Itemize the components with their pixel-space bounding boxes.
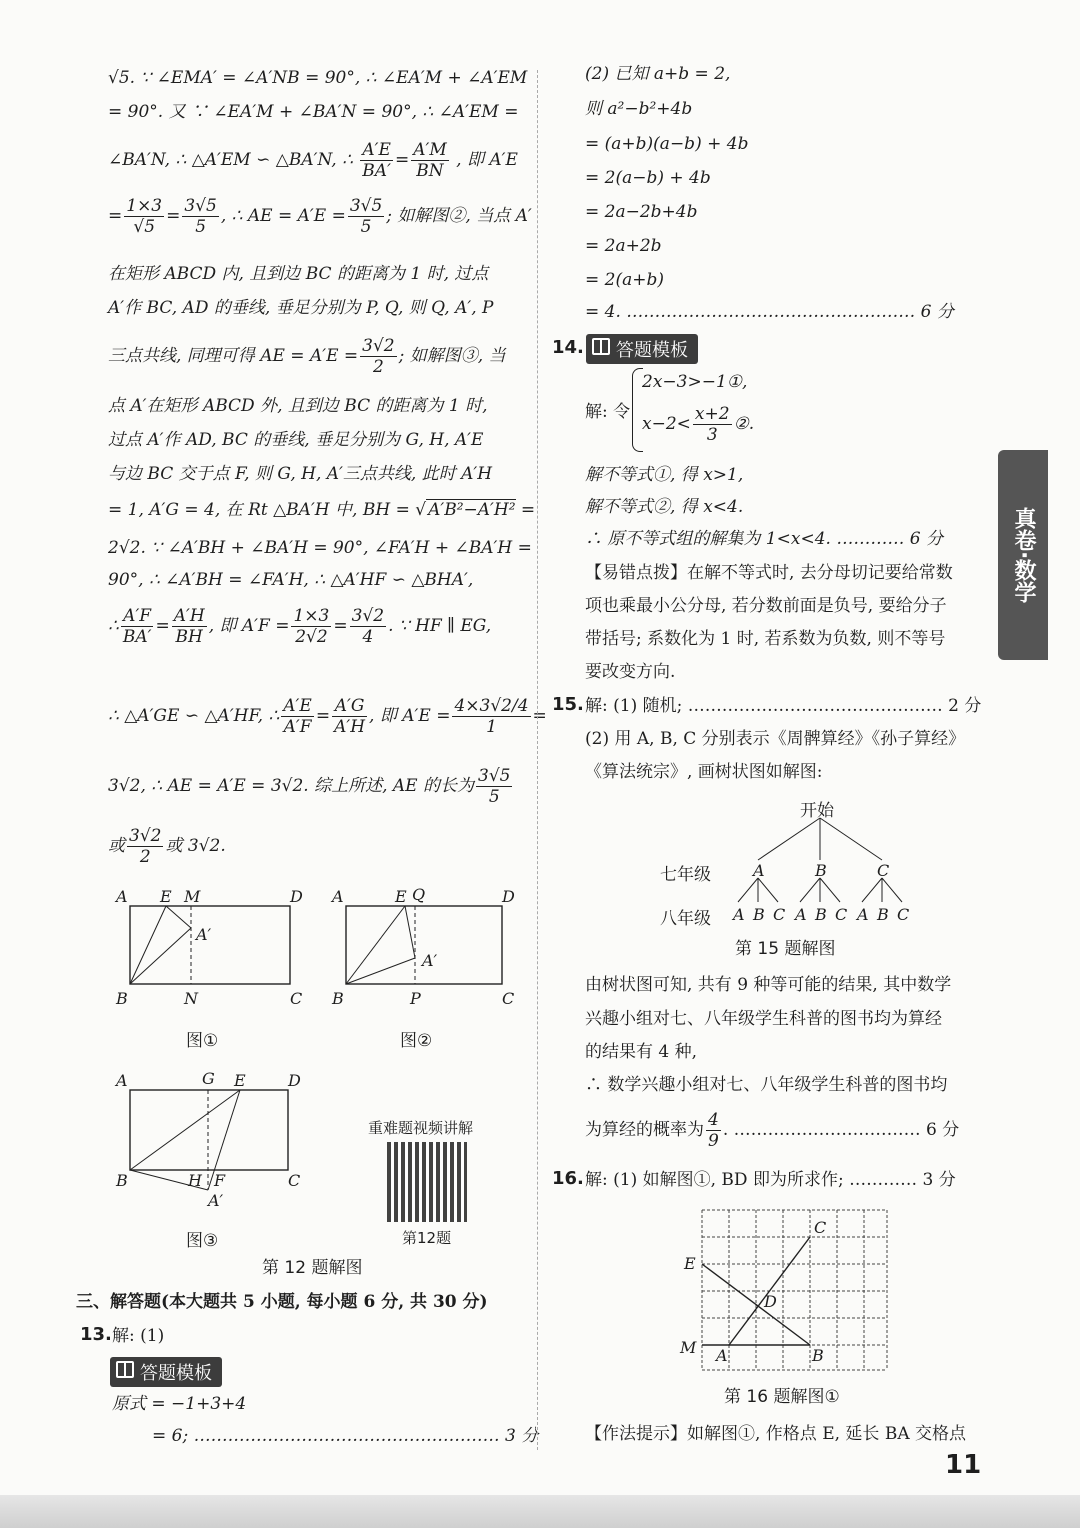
text-line: 过点 A′作 AD, BC 的垂线, 垂足分别为 G, H, A′E (108, 430, 484, 450)
figure-caption: 第 16 题解图① (724, 1387, 840, 1407)
svg-text:D: D (288, 1071, 301, 1090)
fraction: $\frac{3√2}{2}$ (362, 336, 395, 377)
svg-text:A: A (332, 887, 344, 906)
svg-text:A: A (857, 905, 869, 924)
qr-subtitle: 第12题 (402, 1229, 452, 1247)
text-line: ∴ $\frac{A'F}{BA'}$ = $\frac{A'H}{BH}$ , 即 A′F = $\frac{1\times 3}{2√2}$ = $\frac{3√2}{4}$ . ∵ HF ∥ EG, (108, 606, 492, 647)
text-line: (2) 已知 a+b = 2, (585, 64, 731, 84)
svg-text:A: A (116, 1071, 128, 1090)
svg-text:C: C (897, 905, 910, 924)
question-number: 15. (552, 694, 584, 715)
svg-text:C: C (288, 1171, 301, 1190)
svg-text:A′: A′ (208, 1191, 224, 1210)
text-line: 为算经的概率为 $\frac{4}{9}$ . …………………………… 6 分 (585, 1110, 960, 1151)
text-line: 在矩形 ABCD 内, 且到边 BC 的距离为 1 时, 过点 (108, 264, 489, 284)
svg-text:C: C (502, 989, 515, 1008)
book-icon (116, 1361, 134, 1378)
text-line: 由树状图可知, 共有 9 种等可能的结果, 其中数学 (585, 975, 952, 995)
svg-text:A: A (116, 887, 128, 906)
question-number: 14. (552, 337, 584, 358)
svg-text:C: C (290, 989, 303, 1008)
text-line: 或 $\frac{3√2}{2}$ 或 3√2. (108, 826, 226, 867)
fraction: $\frac{3√2}{4}$ (351, 606, 385, 647)
figure-caption: 图③ (186, 1231, 219, 1251)
column-divider (537, 70, 538, 1450)
svg-text:M: M (184, 887, 201, 906)
text-line: 3√2, ∴ AE = A′E = 3√2. 综上所述, AE 的长为 $\frac{3√5}{5}$ (108, 766, 511, 807)
svg-text:E: E (234, 1071, 246, 1090)
text-span: , 即 A′E (456, 150, 518, 170)
text-line: x−2< $\frac{x+2}{3}$ ②. (642, 404, 755, 445)
figure-caption: 第 12 题解图 (262, 1258, 363, 1278)
svg-text:E: E (684, 1254, 696, 1273)
tip-line: 项也乘最小公分母, 若分数前面是负号, 要给分子 (585, 596, 947, 616)
svg-text:D: D (764, 1292, 777, 1311)
text-line: 的结果有 4 种, (585, 1042, 698, 1062)
bottom-shadow (0, 1495, 1080, 1528)
tip-line: 【作法提示】如解图①, 作格点 E, 延长 BA 交格点 (585, 1424, 967, 1444)
svg-text:A: A (733, 905, 745, 924)
fraction: $\frac{A'M}{BN}$ (413, 140, 447, 181)
text-line: 2√2. ∵ ∠A′BH + ∠BA′H = 90°, ∠FA′H + ∠BA′H = (108, 538, 532, 558)
text-line: 90°, ∴ ∠A′BH = ∠FA′H, ∴ △A′HF ∽ △BHA′, (108, 570, 474, 590)
fraction: $\frac{1\times 3}{√5}$ (126, 196, 163, 237)
svg-text:Q: Q (412, 885, 426, 904)
svg-text:A: A (716, 1346, 728, 1365)
text-line: = 2(a+b) (585, 270, 664, 290)
text-line: 解: (1) 如解图①, BD 即为所求作; ………… 3 分 (585, 1170, 956, 1190)
tree-level-label: 七年级 (660, 865, 711, 885)
question-number: 13. (80, 1324, 112, 1345)
question-number: 16. (552, 1168, 584, 1189)
fraction: $\frac{A'E}{A'F}$ (283, 696, 312, 737)
text-line: 解不等式①, 得 x>1, (585, 465, 744, 485)
svg-text:F: F (214, 1171, 226, 1190)
figure-caption: 图① (186, 1031, 219, 1051)
figure-3 (114, 1069, 301, 1210)
figure-2 (330, 885, 515, 1008)
section-heading: 三、解答题(本大题共 5 小题, 每小题 6 分, 共 30 分) (76, 1292, 488, 1312)
figure-1 (114, 887, 303, 1008)
svg-text:B: B (877, 905, 889, 924)
text-line: (2) 用 A, B, C 分别表示《周髀算经》《孙子算经》 (585, 729, 966, 749)
svg-text:A: A (795, 905, 807, 924)
svg-text:B: B (116, 989, 128, 1008)
text-line: = 4. …………………………………………… 6 分 (585, 302, 954, 322)
tip-line: 要改变方向. (585, 662, 676, 682)
fraction: $\frac{3√2}{2}$ (129, 826, 162, 867)
svg-text:B: B (815, 905, 827, 924)
fraction: $\frac{A'G}{A'H}$ (334, 696, 366, 737)
text-line: ∴ △A′GE ∽ △A′HF, ∴ $\frac{A'E}{A'F}$ = $\frac{A'G}{A'H}$ , 即 A′E = $\frac{4\times 3√2/4}{1}$ = (108, 696, 547, 737)
text-line: ∠BA′N, ∴ △A′EM ∽ △BA′N, ∴ $\frac{A'E}{BA'}$ = $\frac{A'M}{BN}$ , 即 A′E (108, 140, 518, 181)
text-line: ∴ 数学兴趣小组对七、八年级学生科普的图书均 (585, 1075, 948, 1095)
text-line: A′作 BC, AD 的垂线, 垂足分别为 P, Q, 则 Q, A′, P (108, 298, 494, 318)
fraction: $\frac{A'E}{BA'}$ (362, 140, 391, 181)
text-line: 2x−3>−1①, (642, 372, 748, 392)
svg-text:H: H (188, 1171, 202, 1190)
svg-text:C: C (835, 905, 848, 924)
fraction: $\frac{x+2}{3}$ (694, 404, 730, 445)
page-number: 11 (945, 1450, 982, 1480)
figure-caption: 图② (400, 1031, 433, 1051)
fraction: $\frac{3√5}{5}$ (349, 196, 383, 237)
svg-text:E: E (395, 887, 407, 906)
fraction: $\frac{1\times 3}{2√2}$ (293, 606, 330, 647)
text-line: 解: (1) 随机; ……………………………………… 2 分 (585, 696, 982, 716)
text-line: √5. ∵ ∠EMA′ = ∠A′NB = 90°, ∴ ∠EA′M + ∠A′EM (108, 68, 528, 88)
svg-text:A′: A′ (196, 925, 212, 944)
text-line: 兴趣小组对七、八年级学生科普的图书均为算经 (585, 1009, 942, 1029)
answer-template-badge: 答题模板 (110, 1357, 222, 1387)
text-line: 与边 BC 交于点 F, 则 G, H, A′三点共线, 此时 A′H (108, 464, 493, 484)
text-line: 解: (1) (112, 1326, 165, 1346)
tip-line: 【易错点拨】在解不等式时, 去分母切记要给常数 (585, 563, 953, 583)
tree-level-label: 八年级 (660, 909, 711, 929)
qr-code (387, 1142, 467, 1222)
svg-text:B: B (332, 989, 344, 1008)
svg-text:D: D (290, 887, 303, 906)
grid-figure (676, 1205, 896, 1375)
svg-text:C: C (877, 861, 890, 880)
fraction: $\frac{3√5}{5}$ (478, 766, 511, 807)
svg-text:B: B (116, 1171, 128, 1190)
tip-line: 带括号; 系数化为 1 时, 若系数为负数, 则不等号 (585, 629, 946, 649)
svg-text:B: B (815, 861, 827, 880)
text-line: = 1, A′G = 4, 在 Rt △BA′H 中, BH = √ A′B²−A′H² = (108, 500, 536, 520)
svg-text:P: P (410, 989, 421, 1008)
fraction: $\frac{A'F}{BA'}$ (122, 606, 152, 647)
text-line: 解: 令 (585, 402, 631, 422)
fraction: $\frac{4}{9}$ (708, 1110, 719, 1151)
svg-text:M: M (680, 1338, 697, 1357)
text-line: = 2(a−b) + 4b (585, 168, 711, 188)
text-line: 原式 = −1+3+4 (112, 1394, 247, 1414)
side-tab: 真卷·数学 (998, 450, 1048, 660)
text-line: 解不等式②, 得 x<4. (585, 497, 744, 517)
text-line: = (a+b)(a−b) + 4b (585, 134, 749, 154)
text-line: 《算法统宗》, 画树状图如解图: (585, 762, 823, 782)
fraction: $\frac{4\times 3√2/4}{1}$ (454, 696, 529, 737)
text-line: 则 a²−b²+4b (585, 99, 693, 119)
svg-text:B: B (753, 905, 765, 924)
answer-template-badge: 答题模板 (586, 334, 698, 364)
svg-text:G: G (202, 1069, 215, 1088)
svg-text:C: C (773, 905, 786, 924)
svg-text:N: N (184, 989, 198, 1008)
svg-text:A: A (753, 861, 765, 880)
text-line: = 90°. 又 ∵ ∠EA′M + ∠BA′N = 90°, ∴ ∠A′EM = (108, 102, 519, 122)
svg-text:B: B (812, 1346, 824, 1365)
qr-title: 重难题视频讲解 (368, 1119, 474, 1137)
fraction: $\frac{3√5}{5}$ (184, 196, 217, 237)
text-line: = 6; ……………………………………………… 3 分 (152, 1426, 539, 1446)
svg-text:D: D (502, 887, 515, 906)
text-span: ∠BA′N, ∴ △A′EM ∽ △BA′N, ∴ (108, 150, 353, 170)
svg-text:C: C (814, 1218, 827, 1237)
figure-caption: 第 15 题解图 (735, 939, 836, 959)
svg-text:E: E (160, 887, 172, 906)
svg-text:A′: A′ (422, 951, 438, 970)
book-icon (592, 338, 610, 355)
fraction: $\frac{A'H}{BH}$ (173, 606, 205, 647)
tree-start-label: 开始 (800, 801, 834, 821)
text-line: 点 A′在矩形 ABCD 外, 且到边 BC 的距离为 1 时, (108, 396, 488, 416)
q12-figures (110, 880, 530, 1290)
text-line: = $\frac{1\times 3}{√5}$ = $\frac{3√5}{5}$ , ∴ AE = A′E = $\frac{3√5}{5}$ ; 如解图②, 当点 A′ (108, 196, 532, 237)
text-line: 三点共线, 同理可得 AE = A′E = $\frac{3√2}{2}$ ; 如解图③, 当 (108, 336, 506, 377)
text-line: = 2a+2b (585, 236, 662, 256)
text-line: = 2a−2b+4b (585, 202, 698, 222)
text-line: ∴ 原不等式组的解集为 1<x<4. ………… 6 分 (585, 529, 943, 549)
